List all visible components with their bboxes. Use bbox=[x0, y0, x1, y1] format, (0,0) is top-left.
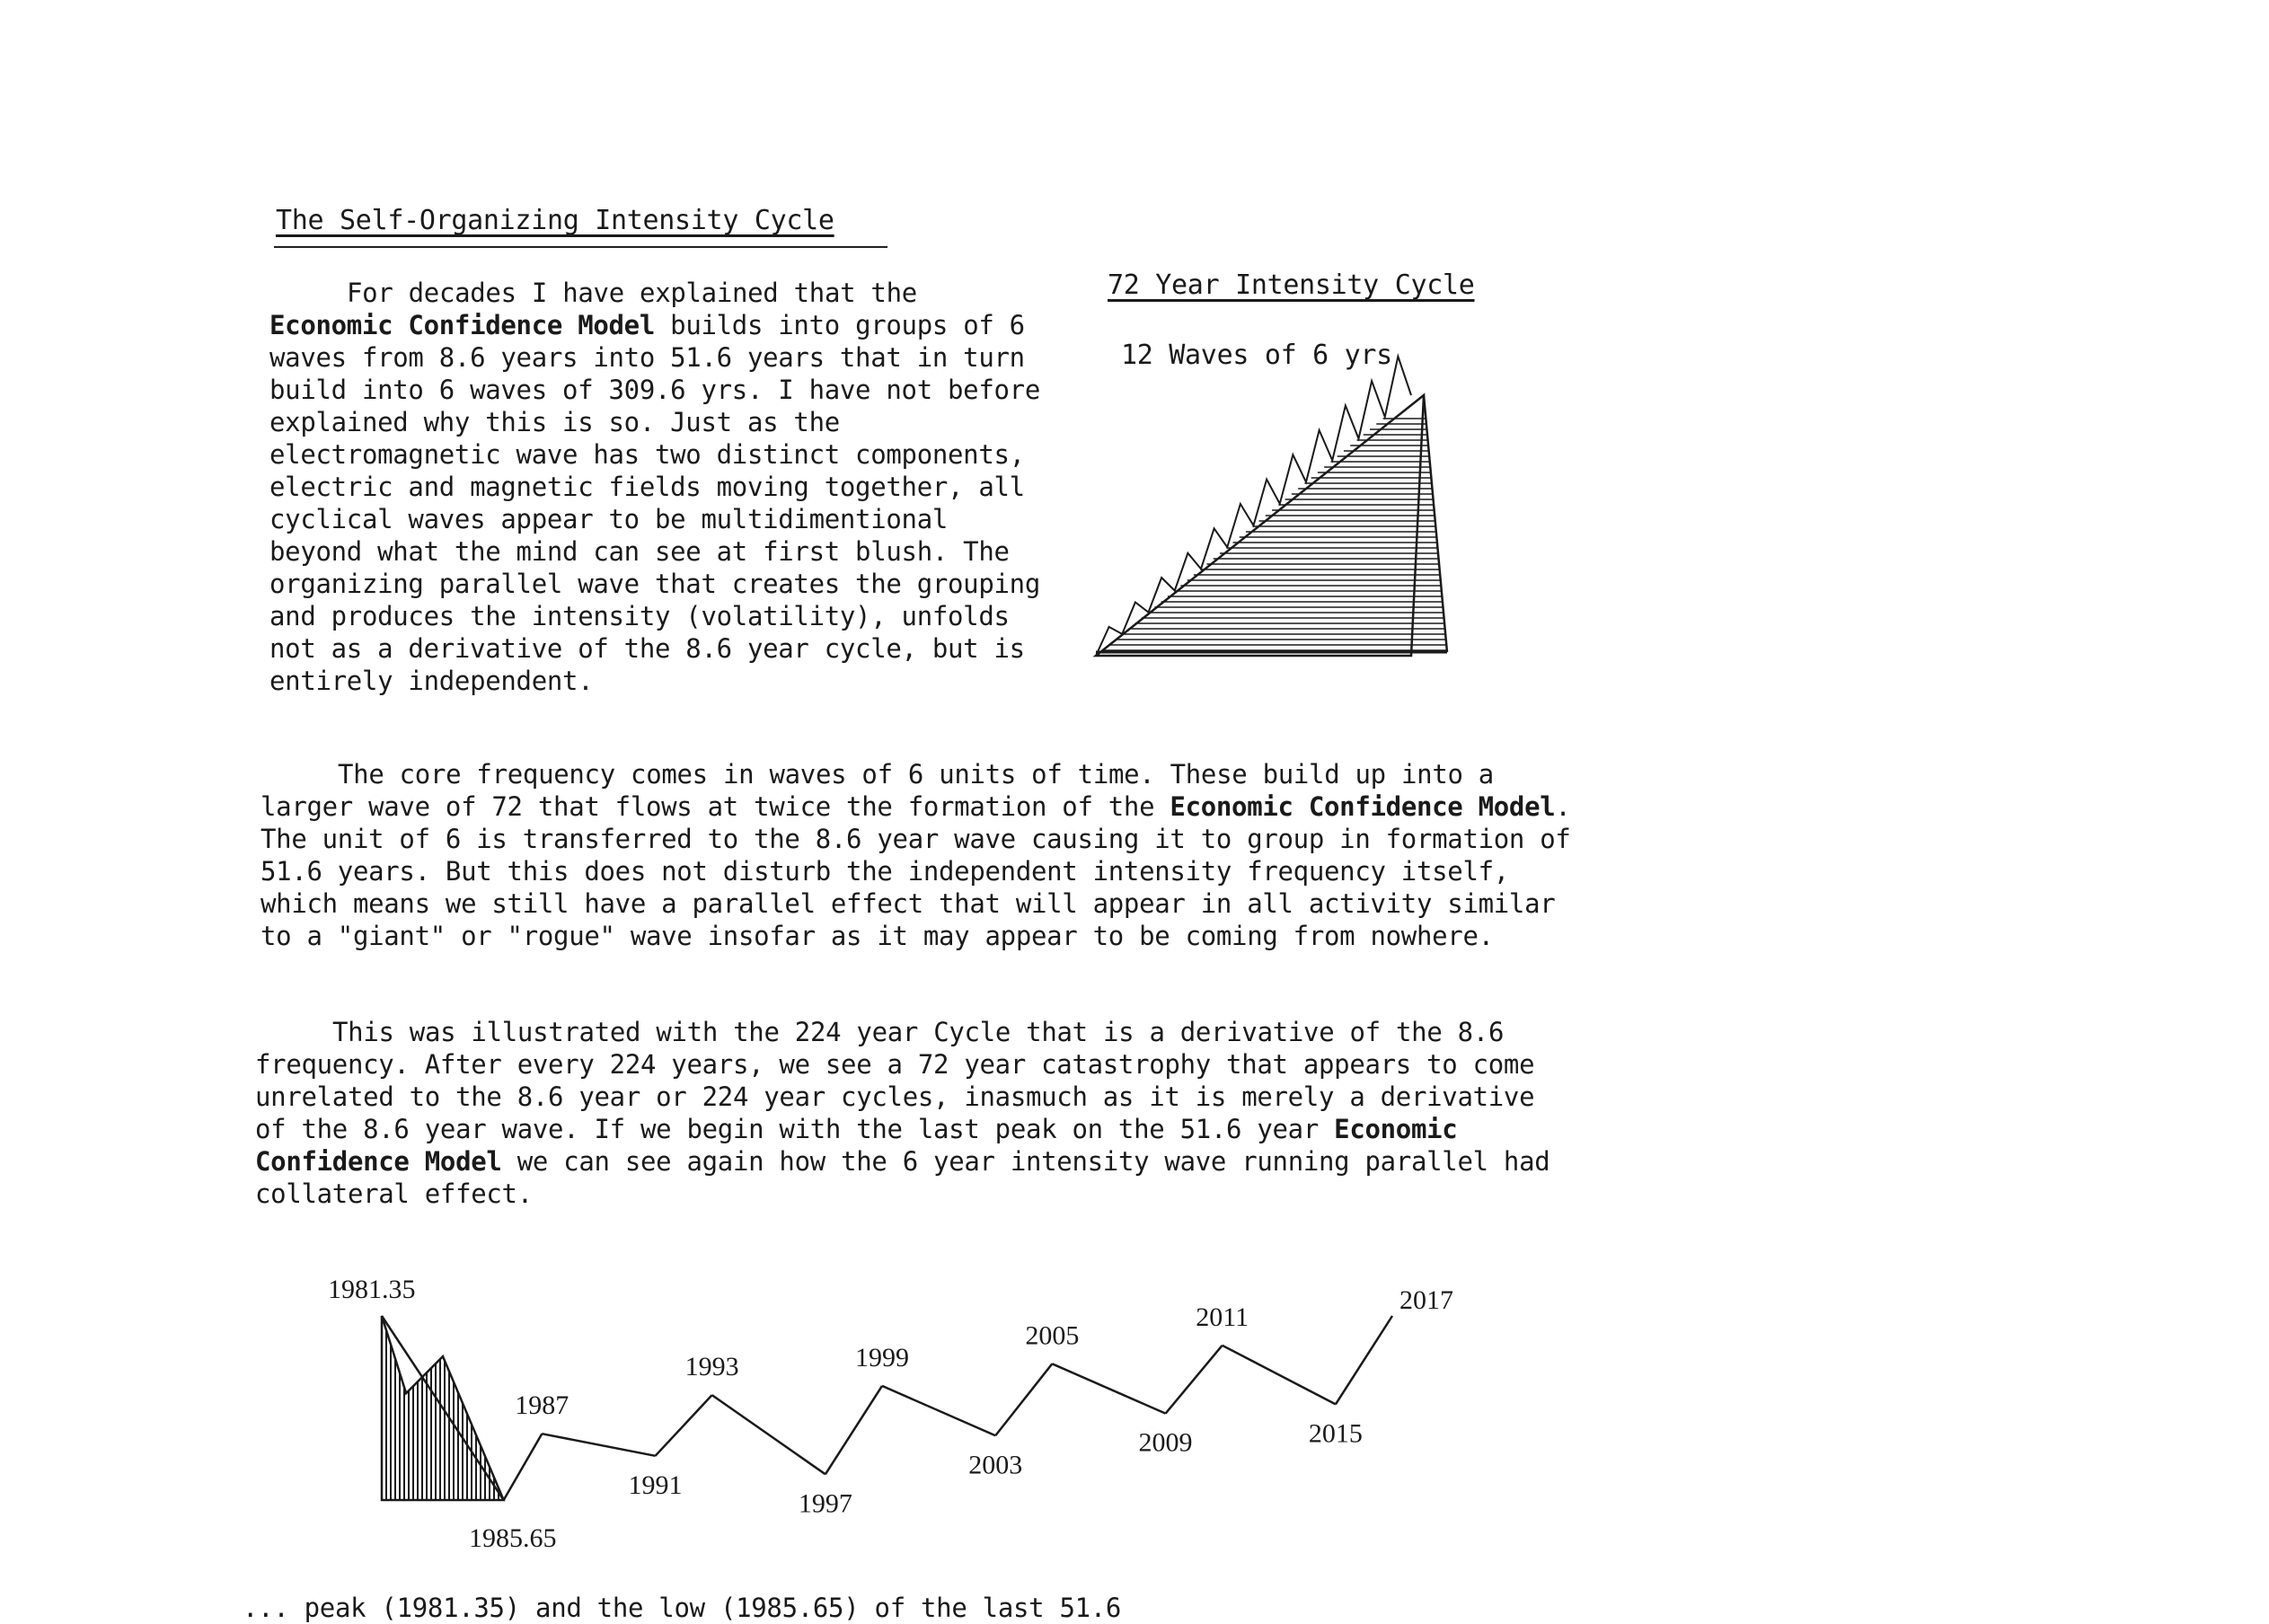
chart-label-1997: 1997 bbox=[798, 1488, 852, 1519]
intensity-waves bbox=[1096, 357, 1411, 656]
chart-label-1999: 1999 bbox=[854, 1342, 909, 1372]
intensity-hatch bbox=[1102, 419, 1447, 650]
chart-label-2011: 2011 bbox=[1196, 1302, 1249, 1332]
chart-label-1985-65: 1985.65 bbox=[468, 1523, 557, 1553]
para3-text-b: we can see again how the 6 year intensity wave running parallel had collateral effect. bbox=[255, 1146, 1550, 1209]
ecm-term-3: Economic Confidence Model bbox=[255, 1114, 1458, 1177]
chart-label-1991: 1991 bbox=[628, 1470, 683, 1500]
chart-segment bbox=[656, 1395, 712, 1456]
chart-segment bbox=[1336, 1316, 1392, 1404]
chart-segment bbox=[825, 1386, 882, 1474]
truncated-bottom-line: ... peak (1981.35) and the low (1985.65) of the last 51.6 bbox=[243, 1593, 1122, 1623]
cycle-224-paragraph bbox=[255, 1016, 1567, 1210]
intensity-right-edge bbox=[1424, 395, 1447, 652]
chart-segment bbox=[504, 1434, 543, 1500]
chart-segment bbox=[995, 1364, 1052, 1435]
intro-text-rest: builds into groups of 6 waves from 8.6 years into 51.6 years that in turn build into 6 waves of 309.6 yrs. I have not before explained why this is so. Just as the electromagnetic wave has two distinct components, electric and magnetic fields moving together, all cyclical waves appear to be multidimentional beyond what the mind can see at first blush. The organizing parallel wave that creates the grouping and produces the intensity (volatility), unfolds not as a derivative of the 8.6 year cycle, but is entirely independent. bbox=[269, 310, 1040, 696]
document-title: The Self-Organizing Intensity Cycle bbox=[276, 205, 834, 236]
ecm-term-2: Economic Confidence Model bbox=[1170, 791, 1556, 822]
intro-text-start: For decades I have explained that the bbox=[347, 278, 917, 308]
core-frequency-paragraph bbox=[260, 758, 1572, 952]
chart-label-2015: 2015 bbox=[1308, 1418, 1363, 1449]
chart-label-1987: 1987 bbox=[515, 1390, 569, 1421]
chart-segment bbox=[1166, 1346, 1223, 1414]
para3-text-a: This was illustrated with the 224 year Cycle that is a derivative of the 8.6 frequency. After every 224 years, we see a 72 year catastrophy that appears to come unrelated to the 8.6 year or 224 year cycles, inasmuch as it is merely a derivative of the 8.6 year wave. If we begin with the last peak on the 51.6 year bbox=[255, 1017, 1535, 1144]
chart-label-1993: 1993 bbox=[684, 1352, 739, 1382]
para2-text-a: The core frequency comes in waves of 6 units of time. These build up into a larger wave of 72 that flows at twice the formation of the bbox=[260, 759, 1494, 822]
intensity-cycle-title: 72 Year Intensity Cycle bbox=[1108, 269, 1475, 301]
chart-segment bbox=[1052, 1364, 1165, 1413]
para2-text-b: . The unit of 6 is transferred to the 8.6 year wave causing it to group in formation of 51.6 years. But this does not disturb the independent intensity frequency itself, which means we still have a parallel effect that will appear in all activity similar to a "giant" or "rogue" wave insofar as it may appear to be coming from nowhere. bbox=[260, 791, 1571, 951]
chart-tick-labels bbox=[328, 1275, 1453, 1553]
intro-paragraph bbox=[269, 277, 1051, 697]
chart-label-2009: 2009 bbox=[1138, 1427, 1193, 1458]
intensity-outline bbox=[1096, 395, 1424, 656]
intensity-cycle-subtitle: 12 Waves of 6 yrs bbox=[1121, 340, 1392, 371]
title-rule bbox=[274, 246, 887, 248]
chart-label-2005: 2005 bbox=[1025, 1320, 1080, 1351]
intensity-cycle-figure bbox=[1091, 386, 1469, 674]
chart-segment bbox=[712, 1395, 825, 1474]
intensity-wave-chart bbox=[305, 1258, 1563, 1563]
chart-label-2003: 2003 bbox=[968, 1450, 1023, 1480]
chart-label-1981-35: 1981.35 bbox=[328, 1275, 416, 1304]
chart-segment bbox=[542, 1434, 655, 1456]
chart-label-2017: 2017 bbox=[1399, 1285, 1453, 1315]
ecm-term: Economic Confidence Model bbox=[269, 310, 655, 340]
chart-segment bbox=[882, 1386, 995, 1435]
intensity-wave-path bbox=[1096, 357, 1411, 656]
chart-segment bbox=[1223, 1346, 1336, 1405]
